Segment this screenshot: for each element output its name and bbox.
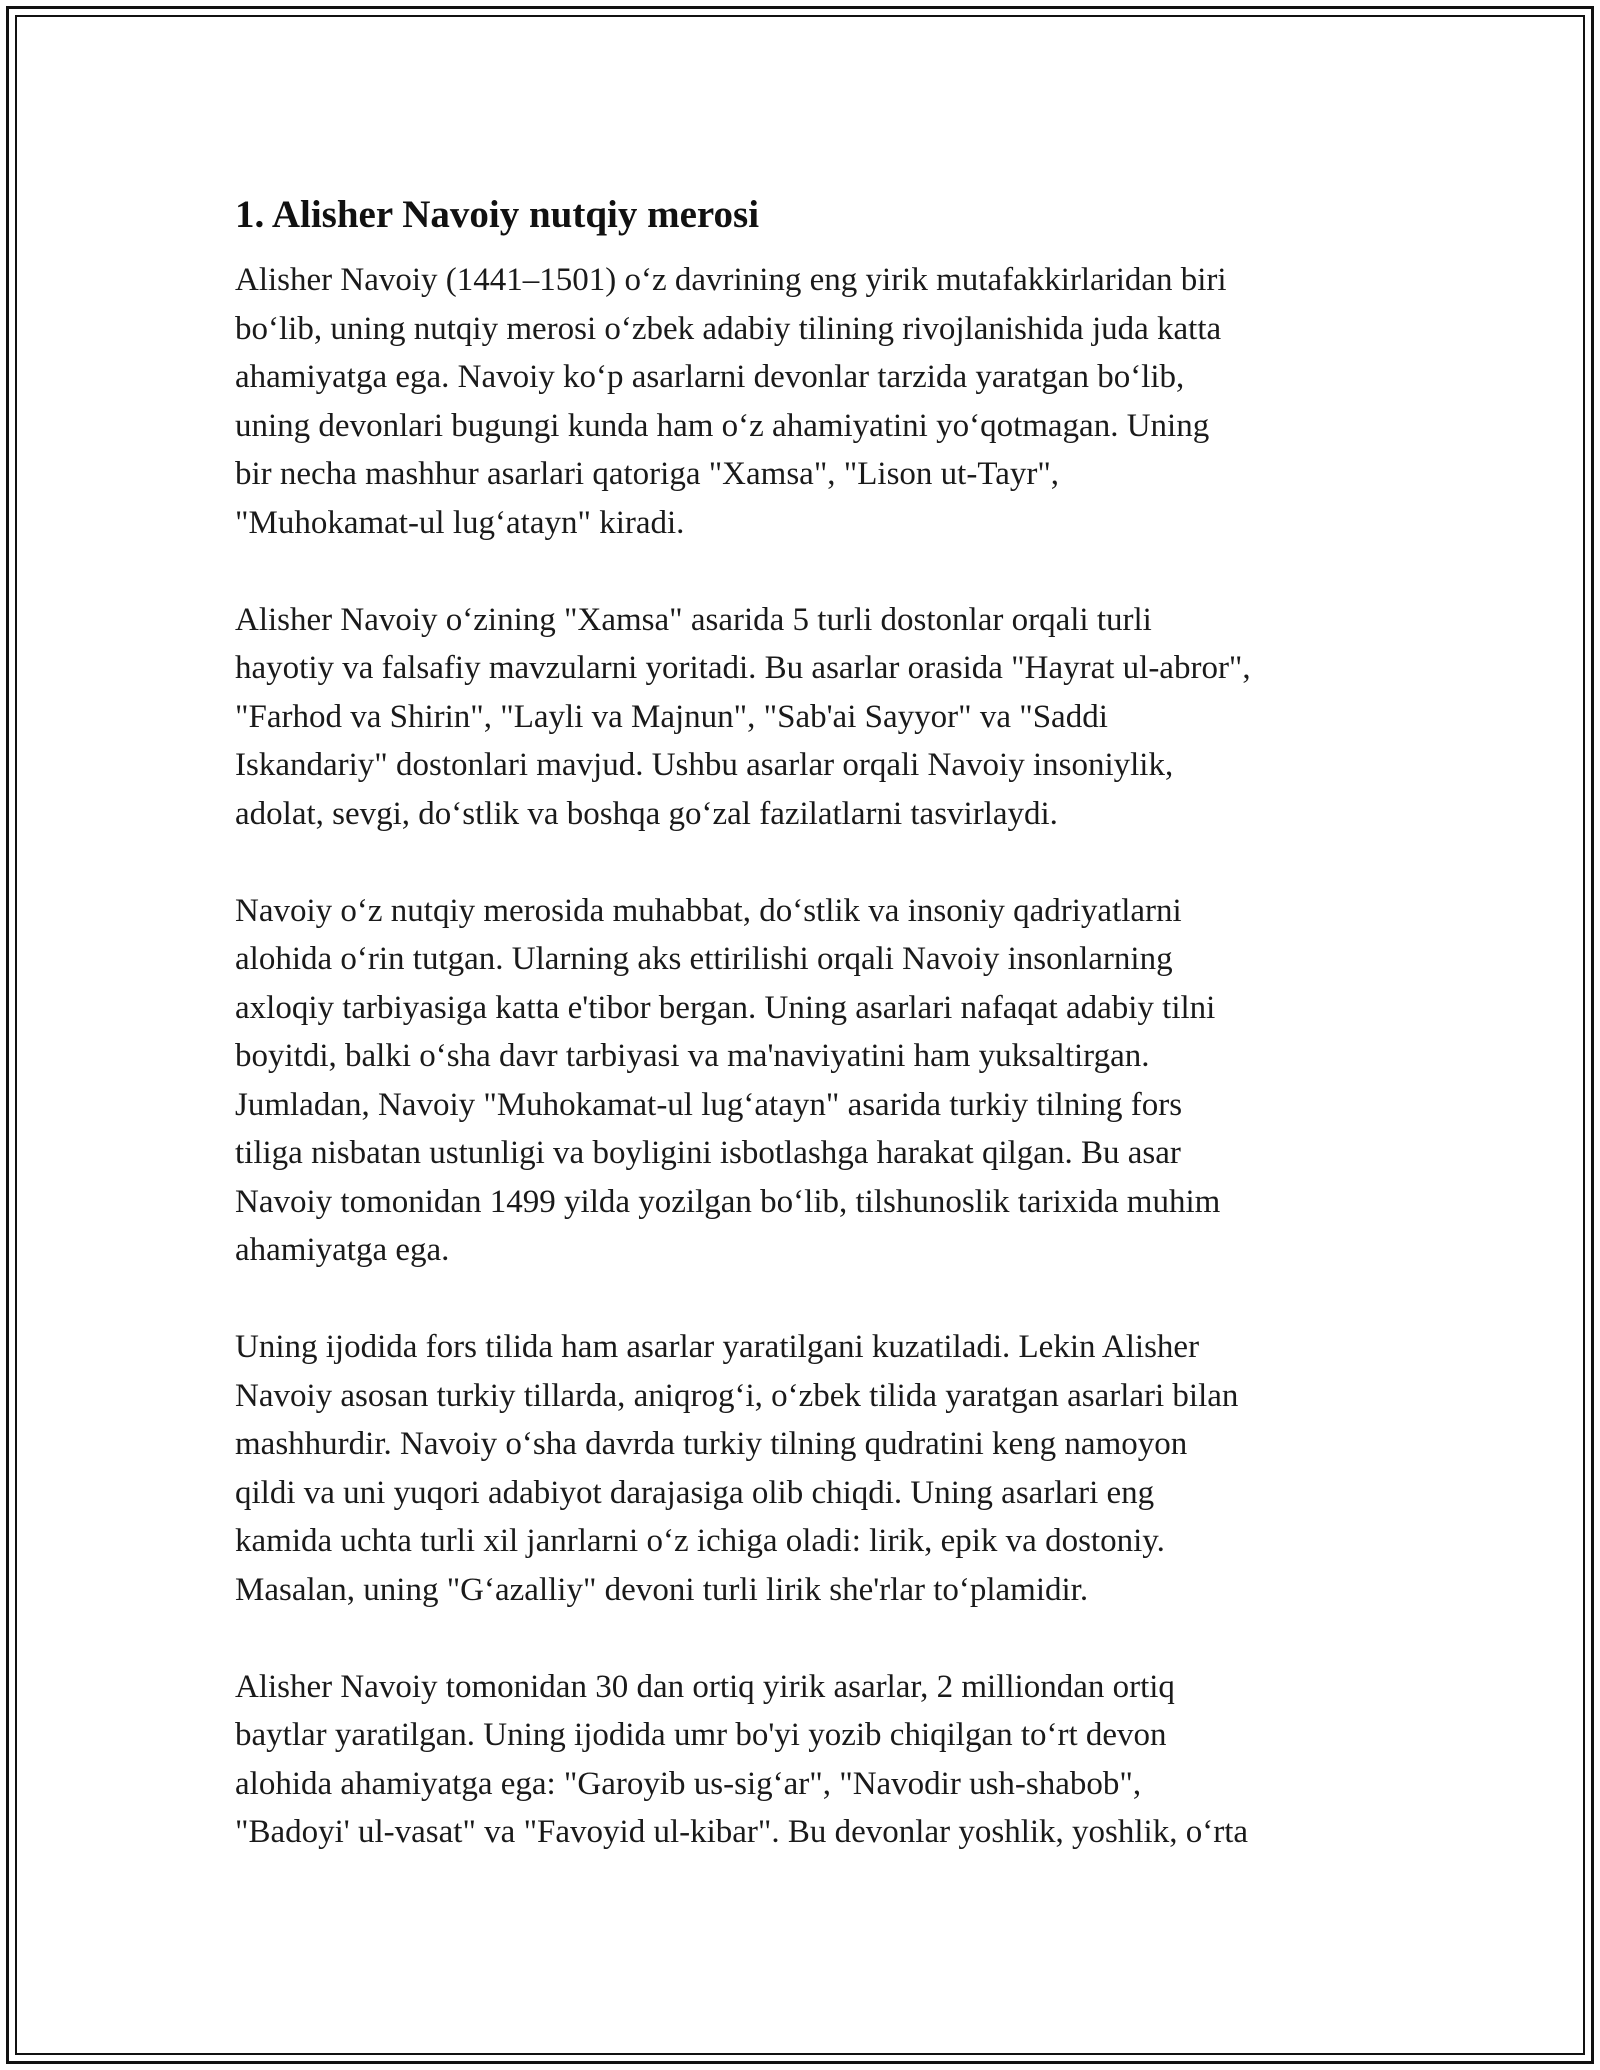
paragraph-line: kamida uchta turli xil janrlarni o‘z ichiga oladi: lirik, epik va dostoniy. bbox=[235, 1523, 1165, 1559]
paragraph-line: Iskandariy" dostonlari mavjud. Ushbu asarlar orqali Navoiy insoniylik, bbox=[235, 747, 1174, 783]
paragraph-line: Alisher Navoiy o‘zining "Xamsa" asarida 5 turli dostonlar orqali turli bbox=[235, 601, 1152, 638]
paragraph-line: Navoiy asosan turkiy tillarda, aniqrog‘i, o‘zbek tilida yaratgan asarlari bilan bbox=[235, 1377, 1239, 1414]
section-title: 1. Alisher Navoiy nutqiy merosi bbox=[235, 193, 760, 236]
paragraph-line: Alisher Navoiy (1441–1501) o‘z davrining eng yirik mutafakkirlaridan biri bbox=[235, 262, 1227, 298]
paragraph-line: hayotiy va falsafiy mavzularni yoritadi. Bu asarlar orasida "Hayrat ul-abror", bbox=[235, 650, 1251, 686]
paragraph-line: bo‘lib, uning nutqiy merosi o‘zbek adabiy tilining rivojlanishida juda katta bbox=[235, 310, 1222, 347]
paragraph-1 bbox=[235, 256, 1385, 547]
paragraph-line: qildi va uni yuqori adabiyot darajasiga olib chiqdi. Uning asarlari eng bbox=[235, 1474, 1155, 1511]
paragraph-3 bbox=[235, 887, 1385, 1275]
paragraph-2 bbox=[235, 596, 1385, 839]
paragraph-line: alohida o‘rin tutgan. Ularning aks ettirilishi orqali Navoiy insonlarning bbox=[235, 941, 1173, 977]
document-body bbox=[235, 190, 1385, 1857]
paragraph-line: Masalan, uning "G‘azalliy" devoni turli lirik she'rlar to‘plamidir. bbox=[235, 1571, 1089, 1608]
paragraph-line: "Badoyi' ul-vasat" va "Favoyid ul-kibar". Bu devonlar yoshlik, yoshlik, o‘rta bbox=[235, 1814, 1249, 1850]
paragraph-line: Navoiy o‘z nutqiy merosida muhabbat, do‘stlik va insoniy qadriyatlarni bbox=[235, 892, 1182, 929]
paragraph-5 bbox=[235, 1663, 1385, 1857]
paragraph-line: baytlar yaratilgan. Uning ijodida umr bo'yi yozib chiqilgan to‘rt devon bbox=[235, 1717, 1167, 1753]
paragraph-line: Alisher Navoiy tomonidan 30 dan ortiq yirik asarlar, 2 milliondan ortiq bbox=[235, 1668, 1175, 1705]
paragraph-line: "Muhokamat-ul lug‘atayn" kiradi. bbox=[235, 504, 685, 541]
paragraph-line: bir necha mashhur asarlari qatoriga "Xamsa", "Lison ut-Tayr", bbox=[235, 456, 1060, 492]
paragraph-line: Jumladan, Navoiy "Muhokamat-ul lug‘atayn" asarida turkiy tilning fors bbox=[235, 1086, 1183, 1123]
paragraph-line: uning devonlari bugungi kunda ham o‘z ahamiyatini yo‘qotmagan. Uning bbox=[235, 407, 1210, 444]
paragraph-line: "Farhod va Shirin", "Layli va Majnun", "Sab'ai Sayyor" va "Saddi bbox=[235, 698, 1108, 735]
paragraph-line: Navoiy tomonidan 1499 yilda yozilgan bo‘lib, tilshunoslik tarixida muhim bbox=[235, 1183, 1221, 1220]
paragraph-line: alohida ahamiyatga ega: "Garoyib us-sig‘ar", "Navodir ush-shabob", bbox=[235, 1765, 1142, 1802]
paragraph-4 bbox=[235, 1323, 1385, 1614]
paragraph-line: tiliga nisbatan ustunligi va boyligini isbotlashga harakat qilgan. Bu asar bbox=[235, 1135, 1181, 1171]
paragraph-line: ahamiyatga ega. bbox=[235, 1232, 450, 1268]
paragraph-line: mashhurdir. Navoiy o‘sha davrda turkiy tilning qudratini keng namoyon bbox=[235, 1426, 1188, 1462]
paragraph-line: adolat, sevgi, do‘stlik va boshqa go‘zal fazilatlarni tasvirlaydi. bbox=[235, 795, 1058, 832]
paragraph-list bbox=[235, 256, 1385, 1857]
paragraph-line: axloqiy tarbiyasiga katta e'tibor bergan. Uning asarlari nafaqat adabiy tilni bbox=[235, 989, 1216, 1026]
paragraph-line: Uning ijodida fors tilida ham asarlar yaratilgani kuzatiladi. Lekin Alisher bbox=[235, 1329, 1200, 1365]
paragraph-line: ahamiyatga ega. Navoiy ko‘p asarlarni devonlar tarzida yaratgan bo‘lib, bbox=[235, 359, 1185, 395]
paragraph-line: boyitdi, balki o‘sha davr tarbiyasi va ma'naviyatini ham yuksaltirgan. bbox=[235, 1038, 1150, 1074]
